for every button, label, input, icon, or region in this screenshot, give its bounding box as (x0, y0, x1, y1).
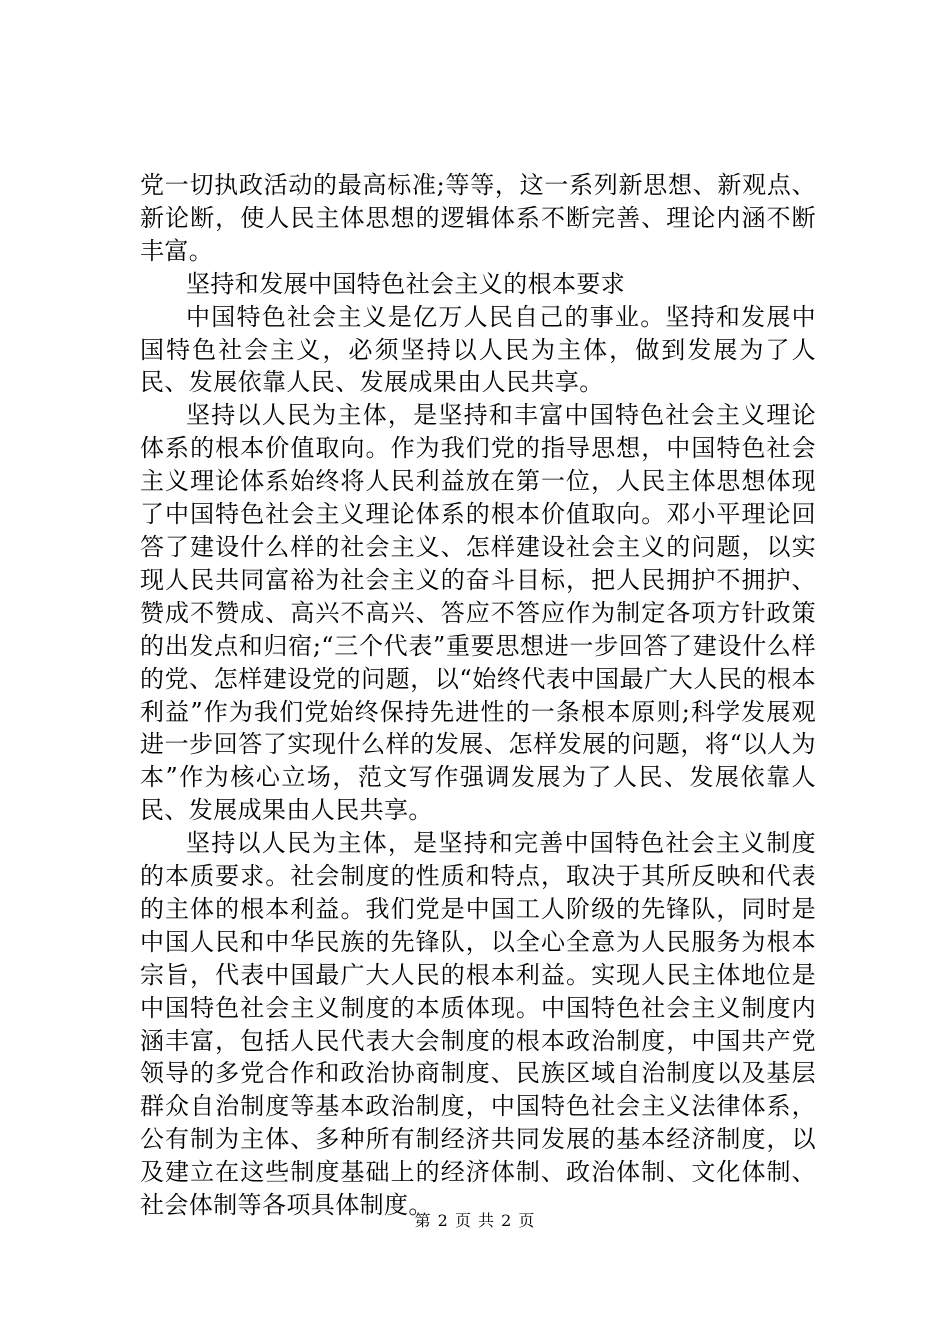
body-paragraph-1: 中国特色社会主义是亿万人民自己的事业。坚持和发展中国特色社会主义，必须坚持以人民为主体，做到发展为了人民、发展依靠人民、发展成果由人民共享。 (140, 302, 816, 397)
page-footer: 第 2 页 共 2 页 (414, 1211, 536, 1230)
document-body (140, 169, 816, 1222)
continued-paragraph: 党一切执政活动的最高标准;等等，这一系列新思想、新观点、新论断，使人民主体思想的逻辑体系不断完善、理论内涵不断丰富。 (140, 171, 816, 265)
body-paragraph-2: 坚持以人民为主体，是坚持和丰富中国特色社会主义理论体系的根本价值取向。作为我们党的指导思想，中国特色社会主义理论体系始终将人民利益放在第一位，人民主体思想体现了中国特色社会主义理论体系的根本价值取向。邓小平理论回答了建设什么样的社会主义、怎样建设社会主义的问题，以实现人民共同富裕为社会主义的奋斗目标，把人民拥护不拥护、赞成不赞成、高兴不高兴、答应不答应作为制定各项方针政策的出发点和归宿;“三个代表”重要思想进一步回答了建设什么样的党、怎样建设党的问题，以“始终代表中国最广大人民的根本利益”作为我们党始终保持先进性的一条根本原则;科学发展观进一步回答了实现什么样的发展、怎样发展的问题，将“以人为本”作为核心立场，范文写作强调发展为了人民、发展依靠人民、发展成果由人民共享。 (140, 401, 816, 825)
section-heading: 坚持和发展中国特色社会主义的根本要求 (186, 269, 626, 298)
body-paragraph-3: 坚持以人民为主体，是坚持和完善中国特色社会主义制度的本质要求。社会制度的性质和特点，取决于其所反映和代表的主体的根本利益。我们党是中国工人阶级的先锋队，同时是中国人民和中华民族的先锋队，以全心全意为人民服务为根本宗旨，代表中国最广大人民的根本利益。实现人民主体地位是中国特色社会主义制度的本质体现。中国特色社会主义制度内涵丰富，包括人民代表大会制度的根本政治制度，中国共产党领导的多党合作和政治协商制度、民族区域自治制度以及基层群众自治制度等基本政治制度，中国特色社会主义法律体系，公有制为主体、多种所有制经济共同发展的基本经济制度，以及建立在这些制度基础上的经济体制、政治体制、文化体制、社会体制等各项具体制度。 (140, 829, 816, 1220)
